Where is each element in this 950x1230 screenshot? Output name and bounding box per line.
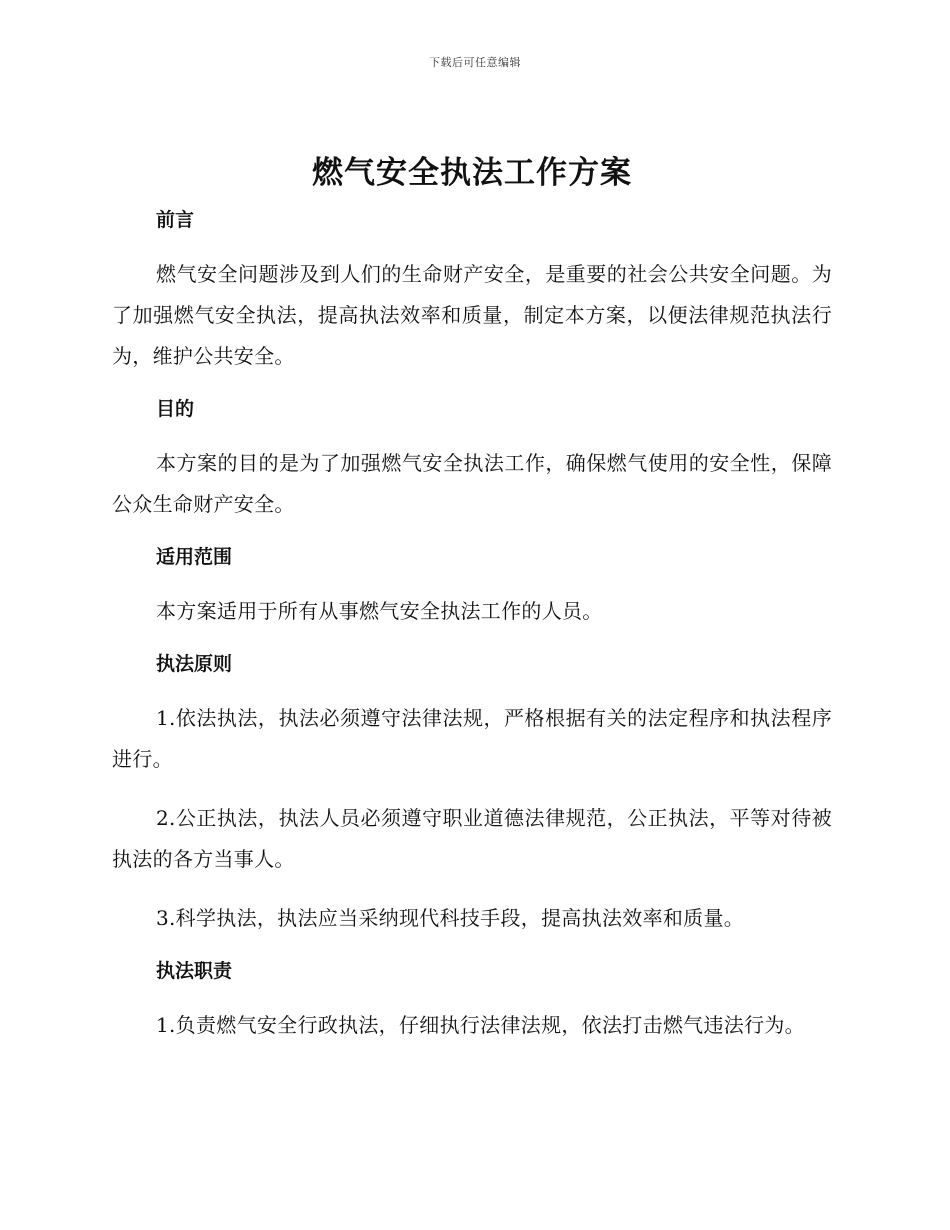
paragraph-scope: 本方案适用于所有从事燃气安全执法工作的人员。 [156, 599, 603, 623]
section-heading-preface: 前言 [156, 209, 195, 231]
header-note: 下载后可任意编辑 [429, 56, 521, 69]
section-heading-duties: 执法职责 [156, 960, 233, 982]
paragraph-principle-3: 3.科学执法，执法应当采纳现代科技手段，提高执法效率和质量。 [156, 906, 745, 930]
document-title: 燃气安全执法工作方案 [312, 155, 632, 191]
document-content [112, 150, 832, 1046]
paragraph-purpose: 本方案的目的是为了加强燃气安全执法工作，确保燃气使用的安全性，保障公众生命财产安全。 [112, 451, 832, 516]
paragraph-principle-2: 2.公正执法，执法人员必须遵守职业道德法律规范，公正执法，平等对待被执法的各方当事人。 [112, 806, 832, 871]
paragraph-principle-1: 1.依法执法，执法必须遵守法律法规，严格根据有关的法定程序和执法程序进行。 [112, 706, 832, 771]
section-heading-principles: 执法原则 [156, 653, 233, 675]
paragraph-preface: 燃气安全问题涉及到人们的生命财产安全，是重要的社会公共安全问题。为了加强燃气安全执法，提高执法效率和质量，制定本方案，以便法律规范执法行为，维护公共安全。 [112, 262, 832, 368]
section-heading-scope: 适用范围 [156, 546, 233, 568]
section-heading-purpose: 目的 [156, 398, 195, 420]
paragraph-duty-1: 1.负责燃气安全行政执法，仔细执行法律法规，依法打击燃气违法行为。 [156, 1013, 805, 1037]
